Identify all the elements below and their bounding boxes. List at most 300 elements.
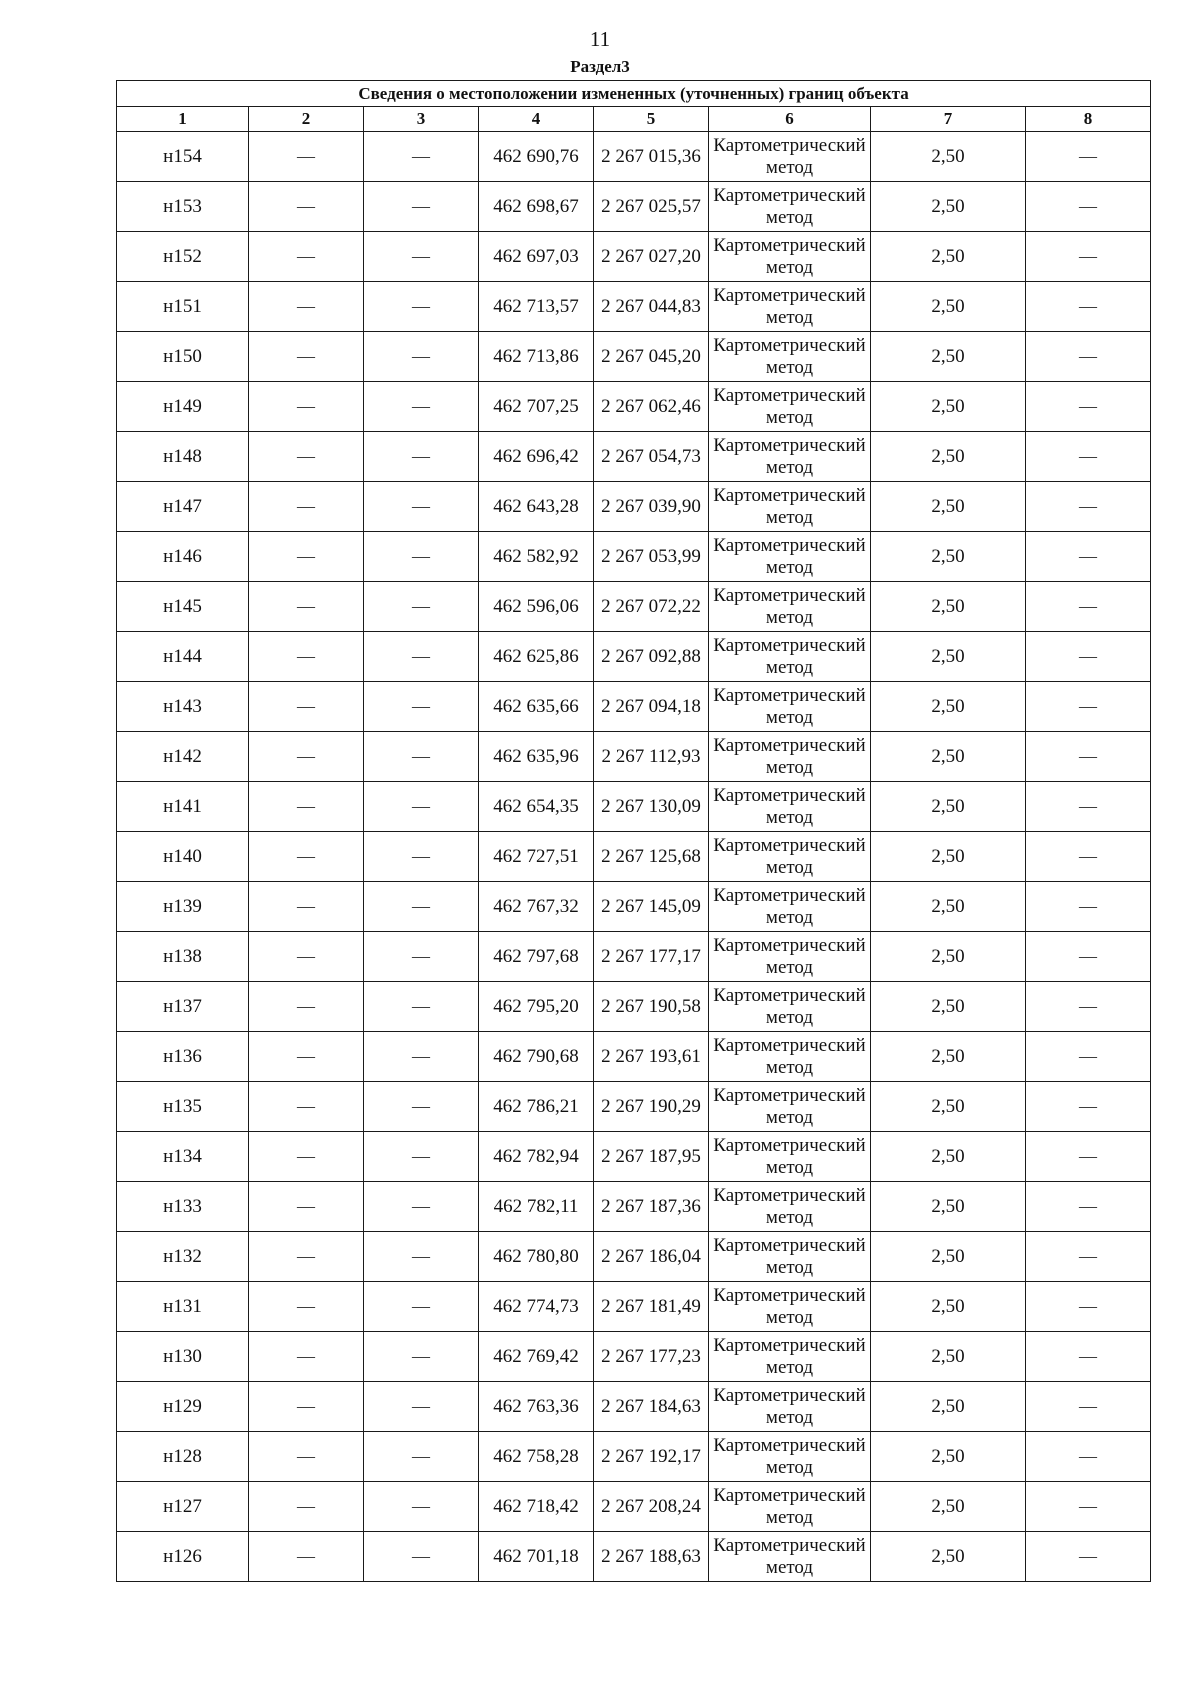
- dash-value: —: [1079, 446, 1098, 466]
- y-coordinate-cell: 2 267 188,63: [594, 1532, 709, 1582]
- column-8-cell: [1026, 1532, 1151, 1582]
- x-coordinate-cell: 462 782,94: [479, 1132, 594, 1182]
- method-text: Картометрический метод: [713, 1484, 866, 1528]
- method-cell: [709, 682, 871, 732]
- column-3-cell: [364, 1532, 479, 1582]
- column-8-cell: [1026, 182, 1151, 232]
- dash-value: —: [412, 896, 430, 916]
- column-8-cell: [1026, 1082, 1151, 1132]
- table-row: [117, 482, 1151, 532]
- column-2-cell: [249, 1382, 364, 1432]
- column-3-cell: [364, 1082, 479, 1132]
- column-3-cell: [364, 282, 479, 332]
- y-coordinate-cell: 2 267 130,09: [594, 782, 709, 832]
- accuracy-cell: 2,50: [871, 1382, 1026, 1432]
- column-3-cell: [364, 482, 479, 532]
- dash-value: —: [1079, 1546, 1098, 1566]
- method-text: Картометрический метод: [713, 1134, 866, 1178]
- table-row: [117, 882, 1151, 932]
- x-coordinate-cell: 462 790,68: [479, 1032, 594, 1082]
- method-cell: [709, 532, 871, 582]
- dash-value: —: [412, 796, 430, 816]
- table-row: [117, 282, 1151, 332]
- column-3-cell: [364, 532, 479, 582]
- table-caption: Сведения о местоположении измененных (уточненных) границ объекта: [117, 81, 1151, 107]
- dash-value: —: [297, 1496, 315, 1516]
- method-cell: [709, 632, 871, 682]
- dash-value: —: [412, 1296, 430, 1316]
- dash-value: —: [1079, 1096, 1098, 1116]
- column-2-cell: [249, 682, 364, 732]
- dash-value: —: [297, 946, 315, 966]
- method-cell: [709, 832, 871, 882]
- column-3-cell: [364, 732, 479, 782]
- y-coordinate-cell: 2 267 125,68: [594, 832, 709, 882]
- x-coordinate-cell: 462 635,66: [479, 682, 594, 732]
- method-cell: [709, 1182, 871, 1232]
- method-cell: [709, 1132, 871, 1182]
- method-cell: [709, 1282, 871, 1332]
- column-8-cell: [1026, 1182, 1151, 1232]
- dash-value: —: [1079, 996, 1098, 1016]
- column-3-cell: [364, 1382, 479, 1432]
- dash-value: —: [297, 1046, 315, 1066]
- dash-value: —: [412, 846, 430, 866]
- column-8-cell: [1026, 582, 1151, 632]
- column-8-cell: [1026, 482, 1151, 532]
- dash-value: —: [1079, 396, 1098, 416]
- method-cell: [709, 1432, 871, 1482]
- column-2-cell: [249, 1532, 364, 1582]
- dash-value: —: [297, 296, 315, 316]
- dash-value: —: [1079, 746, 1098, 766]
- point-number-cell: н143: [117, 682, 249, 732]
- point-number-cell: н130: [117, 1332, 249, 1382]
- point-number-cell: н154: [117, 132, 249, 182]
- table-row: [117, 132, 1151, 182]
- accuracy-cell: 2,50: [871, 1232, 1026, 1282]
- dash-value: —: [1079, 946, 1098, 966]
- method-cell: [709, 1382, 871, 1432]
- dash-value: —: [297, 196, 315, 216]
- point-number-cell: н127: [117, 1482, 249, 1532]
- x-coordinate-cell: 462 690,76: [479, 132, 594, 182]
- method-cell: [709, 982, 871, 1032]
- accuracy-cell: 2,50: [871, 332, 1026, 382]
- column-2-cell: [249, 582, 364, 632]
- x-coordinate-cell: 462 727,51: [479, 832, 594, 882]
- dash-value: —: [412, 196, 430, 216]
- column-3-cell: [364, 832, 479, 882]
- table-row: [117, 1132, 1151, 1182]
- point-number-cell: н133: [117, 1182, 249, 1232]
- dash-value: —: [412, 946, 430, 966]
- method-text: Картометрический метод: [713, 784, 866, 828]
- dash-value: —: [1079, 1196, 1098, 1216]
- accuracy-cell: 2,50: [871, 182, 1026, 232]
- column-8-cell: [1026, 632, 1151, 682]
- method-text: Картометрический метод: [713, 484, 866, 528]
- column-8-cell: [1026, 1032, 1151, 1082]
- method-text: Картометрический метод: [713, 1234, 866, 1278]
- column-3-cell: [364, 232, 479, 282]
- column-2-cell: [249, 1432, 364, 1482]
- accuracy-cell: 2,50: [871, 1032, 1026, 1082]
- x-coordinate-cell: 462 625,86: [479, 632, 594, 682]
- accuracy-cell: 2,50: [871, 732, 1026, 782]
- point-number-cell: н147: [117, 482, 249, 532]
- method-cell: [709, 1332, 871, 1382]
- point-number-cell: н150: [117, 332, 249, 382]
- method-text: Картометрический метод: [713, 184, 866, 228]
- method-cell: [709, 332, 871, 382]
- y-coordinate-cell: 2 267 054,73: [594, 432, 709, 482]
- method-text: Картометрический метод: [713, 1084, 866, 1128]
- dash-value: —: [412, 146, 430, 166]
- column-2-cell: [249, 932, 364, 982]
- x-coordinate-cell: 462 697,03: [479, 232, 594, 282]
- x-coordinate-cell: 462 763,36: [479, 1382, 594, 1432]
- dash-value: —: [1079, 796, 1098, 816]
- column-3-cell: [364, 782, 479, 832]
- table-row: [117, 1532, 1151, 1582]
- dash-value: —: [1079, 1296, 1098, 1316]
- table-row: [117, 1482, 1151, 1532]
- dash-value: —: [297, 1446, 315, 1466]
- method-text: Картометрический метод: [713, 434, 866, 478]
- column-8-cell: [1026, 982, 1151, 1032]
- column-8-cell: [1026, 282, 1151, 332]
- column-3-cell: [364, 1032, 479, 1082]
- dash-value: —: [297, 396, 315, 416]
- y-coordinate-cell: 2 267 053,99: [594, 532, 709, 582]
- table-row: [117, 382, 1151, 432]
- column-8-cell: [1026, 1232, 1151, 1282]
- column-3-cell: [364, 932, 479, 982]
- column-3-cell: [364, 1232, 479, 1282]
- dash-value: —: [412, 1396, 430, 1416]
- dash-value: —: [412, 1096, 430, 1116]
- column-2-cell: [249, 1082, 364, 1132]
- column-number: 2: [249, 107, 364, 132]
- method-cell: [709, 382, 871, 432]
- method-cell: [709, 282, 871, 332]
- dash-value: —: [1079, 596, 1098, 616]
- dash-value: —: [297, 696, 315, 716]
- column-2-cell: [249, 132, 364, 182]
- dash-value: —: [297, 496, 315, 516]
- column-8-cell: [1026, 1282, 1151, 1332]
- y-coordinate-cell: 2 267 177,23: [594, 1332, 709, 1382]
- method-cell: [709, 882, 871, 932]
- page-number: 11: [589, 27, 611, 51]
- dash-value: —: [412, 1546, 430, 1566]
- method-cell: [709, 482, 871, 532]
- method-text: Картометрический метод: [713, 384, 866, 428]
- dash-value: —: [297, 996, 315, 1016]
- column-3-cell: [364, 982, 479, 1032]
- dash-value: —: [412, 496, 430, 516]
- table-row: [117, 1332, 1151, 1382]
- table-row: [117, 932, 1151, 982]
- column-2-cell: [249, 882, 364, 932]
- column-3-cell: [364, 182, 479, 232]
- method-cell: [709, 432, 871, 482]
- dash-value: —: [412, 346, 430, 366]
- y-coordinate-cell: 2 267 193,61: [594, 1032, 709, 1082]
- method-text: Картометрический метод: [713, 1434, 866, 1478]
- dash-value: —: [297, 1396, 315, 1416]
- accuracy-cell: 2,50: [871, 832, 1026, 882]
- column-8-cell: [1026, 382, 1151, 432]
- table-row: [117, 982, 1151, 1032]
- point-number-cell: н138: [117, 932, 249, 982]
- column-2-cell: [249, 432, 364, 482]
- column-2-cell: [249, 382, 364, 432]
- dash-value: —: [412, 1246, 430, 1266]
- column-3-cell: [364, 882, 479, 932]
- accuracy-cell: 2,50: [871, 1332, 1026, 1382]
- dash-value: —: [297, 346, 315, 366]
- accuracy-cell: 2,50: [871, 882, 1026, 932]
- x-coordinate-cell: 462 767,32: [479, 882, 594, 932]
- dash-value: —: [297, 1146, 315, 1166]
- accuracy-cell: 2,50: [871, 1132, 1026, 1182]
- y-coordinate-cell: 2 267 184,63: [594, 1382, 709, 1432]
- column-8-cell: [1026, 1432, 1151, 1482]
- dash-value: —: [1079, 1446, 1098, 1466]
- table-row: [117, 332, 1151, 382]
- point-number-cell: н126: [117, 1532, 249, 1582]
- dash-value: —: [412, 696, 430, 716]
- method-cell: [709, 1232, 871, 1282]
- column-8-cell: [1026, 682, 1151, 732]
- dash-value: —: [297, 646, 315, 666]
- table-row: [117, 632, 1151, 682]
- method-cell: [709, 732, 871, 782]
- x-coordinate-cell: 462 596,06: [479, 582, 594, 632]
- point-number-cell: н128: [117, 1432, 249, 1482]
- column-3-cell: [364, 1432, 479, 1482]
- x-coordinate-cell: 462 782,11: [479, 1182, 594, 1232]
- method-text: Картометрический метод: [713, 1184, 866, 1228]
- column-2-cell: [249, 1232, 364, 1282]
- x-coordinate-cell: 462 696,42: [479, 432, 594, 482]
- dash-value: —: [412, 396, 430, 416]
- accuracy-cell: 2,50: [871, 1482, 1026, 1532]
- x-coordinate-cell: 462 713,57: [479, 282, 594, 332]
- method-cell: [709, 1032, 871, 1082]
- dash-value: —: [412, 1146, 430, 1166]
- x-coordinate-cell: 462 758,28: [479, 1432, 594, 1482]
- method-text: Картометрический метод: [713, 684, 866, 728]
- dash-value: —: [297, 746, 315, 766]
- dash-value: —: [297, 1346, 315, 1366]
- column-number: 6: [709, 107, 871, 132]
- method-cell: [709, 132, 871, 182]
- column-2-cell: [249, 1282, 364, 1332]
- method-cell: [709, 1482, 871, 1532]
- column-3-cell: [364, 682, 479, 732]
- method-text: Картометрический метод: [713, 984, 866, 1028]
- dash-value: —: [412, 1346, 430, 1366]
- column-2-cell: [249, 532, 364, 582]
- point-number-cell: н148: [117, 432, 249, 482]
- y-coordinate-cell: 2 267 062,46: [594, 382, 709, 432]
- table-body: [117, 132, 1151, 1582]
- x-coordinate-cell: 462 701,18: [479, 1532, 594, 1582]
- dash-value: —: [297, 1296, 315, 1316]
- dash-value: —: [1079, 696, 1098, 716]
- method-text: Картометрический метод: [713, 884, 866, 928]
- accuracy-cell: 2,50: [871, 632, 1026, 682]
- dash-value: —: [297, 1196, 315, 1216]
- dash-value: —: [1079, 1496, 1098, 1516]
- column-2-cell: [249, 982, 364, 1032]
- column-2-cell: [249, 832, 364, 882]
- column-2-cell: [249, 182, 364, 232]
- table-row: [117, 1282, 1151, 1332]
- column-3-cell: [364, 332, 479, 382]
- column-2-cell: [249, 632, 364, 682]
- table-row: [117, 682, 1151, 732]
- column-8-cell: [1026, 1332, 1151, 1382]
- dash-value: —: [1079, 246, 1098, 266]
- column-number: 7: [871, 107, 1026, 132]
- column-2-cell: [249, 782, 364, 832]
- table-row: [117, 782, 1151, 832]
- method-text: Картометрический метод: [713, 1384, 866, 1428]
- column-8-cell: [1026, 732, 1151, 782]
- column-8-cell: [1026, 932, 1151, 982]
- column-8-cell: [1026, 232, 1151, 282]
- accuracy-cell: 2,50: [871, 1532, 1026, 1582]
- dash-value: —: [412, 996, 430, 1016]
- accuracy-cell: 2,50: [871, 1182, 1026, 1232]
- dash-value: —: [297, 1546, 315, 1566]
- table-row: [117, 432, 1151, 482]
- column-number: 8: [1026, 107, 1151, 132]
- column-8-cell: [1026, 832, 1151, 882]
- method-text: Картометрический метод: [713, 1034, 866, 1078]
- method-text: Картометрический метод: [713, 934, 866, 978]
- accuracy-cell: 2,50: [871, 1082, 1026, 1132]
- column-8-cell: [1026, 1132, 1151, 1182]
- point-number-cell: н144: [117, 632, 249, 682]
- column-8-cell: [1026, 1382, 1151, 1432]
- accuracy-cell: 2,50: [871, 782, 1026, 832]
- y-coordinate-cell: 2 267 208,24: [594, 1482, 709, 1532]
- method-text: Картометрический метод: [713, 534, 866, 578]
- column-2-cell: [249, 232, 364, 282]
- dash-value: —: [1079, 1246, 1098, 1266]
- dash-value: —: [412, 546, 430, 566]
- table-row: [117, 532, 1151, 582]
- dash-value: —: [297, 446, 315, 466]
- table-row: [117, 1432, 1151, 1482]
- y-coordinate-cell: 2 267 044,83: [594, 282, 709, 332]
- point-number-cell: н135: [117, 1082, 249, 1132]
- method-text: Картометрический метод: [713, 584, 866, 628]
- x-coordinate-cell: 462 780,80: [479, 1232, 594, 1282]
- y-coordinate-cell: 2 267 015,36: [594, 132, 709, 182]
- x-coordinate-cell: 462 698,67: [479, 182, 594, 232]
- dash-value: —: [1079, 1146, 1098, 1166]
- dash-value: —: [1079, 146, 1098, 166]
- method-text: Картометрический метод: [713, 1284, 866, 1328]
- method-text: Картометрический метод: [713, 134, 866, 178]
- column-2-cell: [249, 732, 364, 782]
- section-title: Раздел3: [570, 57, 630, 76]
- dash-value: —: [297, 796, 315, 816]
- dash-value: —: [1079, 346, 1098, 366]
- method-text: Картометрический метод: [713, 234, 866, 278]
- column-3-cell: [364, 1182, 479, 1232]
- dash-value: —: [297, 246, 315, 266]
- dash-value: —: [412, 1446, 430, 1466]
- dash-value: —: [412, 596, 430, 616]
- accuracy-cell: 2,50: [871, 432, 1026, 482]
- column-8-cell: [1026, 1482, 1151, 1532]
- y-coordinate-cell: 2 267 072,22: [594, 582, 709, 632]
- method-text: Картометрический метод: [713, 834, 866, 878]
- point-number-cell: н151: [117, 282, 249, 332]
- method-cell: [709, 932, 871, 982]
- column-8-cell: [1026, 432, 1151, 482]
- y-coordinate-cell: 2 267 186,04: [594, 1232, 709, 1282]
- point-number-cell: н137: [117, 982, 249, 1032]
- table-row: [117, 1182, 1151, 1232]
- dash-value: —: [412, 1046, 430, 1066]
- column-3-cell: [364, 1332, 479, 1382]
- point-number-cell: н140: [117, 832, 249, 882]
- y-coordinate-cell: 2 267 187,36: [594, 1182, 709, 1232]
- dash-value: —: [297, 846, 315, 866]
- table-row: [117, 732, 1151, 782]
- column-number: 1: [117, 107, 249, 132]
- column-2-cell: [249, 1182, 364, 1232]
- method-text: Картометрический метод: [713, 734, 866, 778]
- accuracy-cell: 2,50: [871, 132, 1026, 182]
- column-2-cell: [249, 282, 364, 332]
- dash-value: —: [1079, 296, 1098, 316]
- dash-value: —: [1079, 846, 1098, 866]
- column-number: 3: [364, 107, 479, 132]
- point-number-cell: н136: [117, 1032, 249, 1082]
- accuracy-cell: 2,50: [871, 1432, 1026, 1482]
- point-number-cell: н146: [117, 532, 249, 582]
- boundary-coordinates-table: [116, 80, 1151, 1582]
- dash-value: —: [412, 296, 430, 316]
- method-cell: [709, 232, 871, 282]
- y-coordinate-cell: 2 267 112,93: [594, 732, 709, 782]
- x-coordinate-cell: 462 713,86: [479, 332, 594, 382]
- method-text: Картометрический метод: [713, 334, 866, 378]
- dash-value: —: [412, 646, 430, 666]
- y-coordinate-cell: 2 267 027,20: [594, 232, 709, 282]
- column-2-cell: [249, 1482, 364, 1532]
- table-row: [117, 1082, 1151, 1132]
- y-coordinate-cell: 2 267 190,29: [594, 1082, 709, 1132]
- table-row: [117, 582, 1151, 632]
- method-text: Картометрический метод: [713, 284, 866, 328]
- column-8-cell: [1026, 132, 1151, 182]
- y-coordinate-cell: 2 267 145,09: [594, 882, 709, 932]
- column-2-cell: [249, 332, 364, 382]
- column-8-cell: [1026, 882, 1151, 932]
- point-number-cell: н142: [117, 732, 249, 782]
- dash-value: —: [297, 1096, 315, 1116]
